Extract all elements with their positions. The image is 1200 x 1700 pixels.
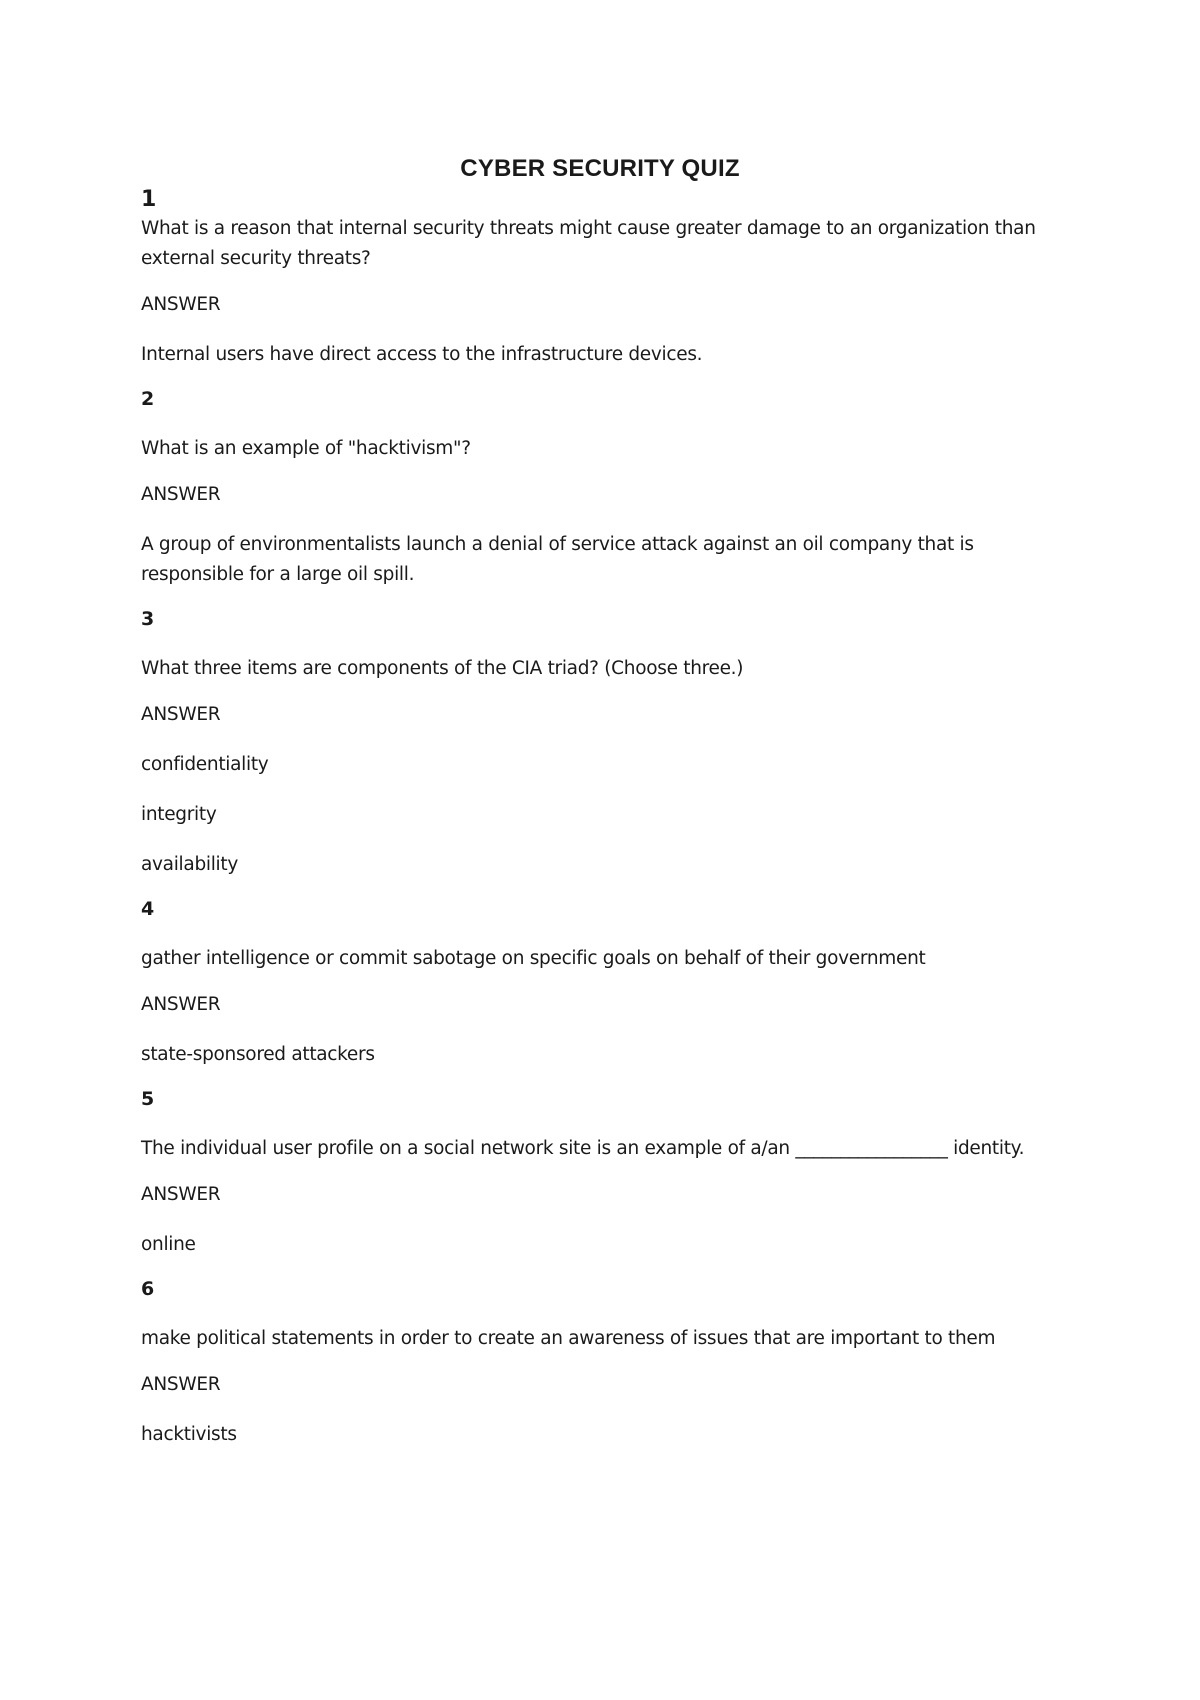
question-block xyxy=(141,1086,1081,1260)
answer-text: confidentiality xyxy=(141,754,269,775)
question-text: The individual user profile on a social network site is an example of a/an _________________ identity. xyxy=(141,1138,1025,1159)
question-text: What is a reason that internal security threats might cause greater damage to an organization than external security threats? xyxy=(141,218,1036,269)
question-block xyxy=(141,186,1081,370)
answer-label: ANSWER xyxy=(141,294,221,315)
question-number: 2 xyxy=(141,388,155,410)
answer-label: ANSWER xyxy=(141,994,221,1015)
answer-text: A group of environmentalists launch a denial of service attack against an oil company that is responsible for a large oil spill. xyxy=(141,534,974,585)
question-text: make political statements in order to create an awareness of issues that are important to them xyxy=(141,1328,996,1349)
question-block xyxy=(141,606,1081,880)
question-text: What is an example of "hacktivism"? xyxy=(141,438,471,459)
question-number: 1 xyxy=(141,187,157,212)
question-block xyxy=(141,386,1081,590)
answer-text: Internal users have direct access to the infrastructure devices. xyxy=(141,344,703,365)
answer-label: ANSWER xyxy=(141,1374,221,1395)
answer-label: ANSWER xyxy=(141,1184,221,1205)
question-number: 4 xyxy=(141,898,155,920)
question-number: 3 xyxy=(141,608,155,630)
answer-label: ANSWER xyxy=(141,704,221,725)
answer-text: online xyxy=(141,1234,196,1255)
question-number: 5 xyxy=(141,1088,155,1110)
question-text: gather intelligence or commit sabotage on specific goals on behalf of their government xyxy=(141,948,926,969)
answer-label: ANSWER xyxy=(141,484,221,505)
question-number: 6 xyxy=(141,1278,155,1300)
page-title: CYBER SECURITY QUIZ xyxy=(460,155,740,182)
question-block xyxy=(141,1276,1081,1450)
question-block xyxy=(141,896,1081,1070)
answer-text: availability xyxy=(141,854,239,875)
answer-text: hacktivists xyxy=(141,1424,237,1445)
answer-text: integrity xyxy=(141,804,217,825)
quiz-content xyxy=(141,186,1081,1466)
question-text: What three items are components of the CIA triad? (Choose three.) xyxy=(141,658,744,679)
answer-text: state-sponsored attackers xyxy=(141,1044,375,1065)
